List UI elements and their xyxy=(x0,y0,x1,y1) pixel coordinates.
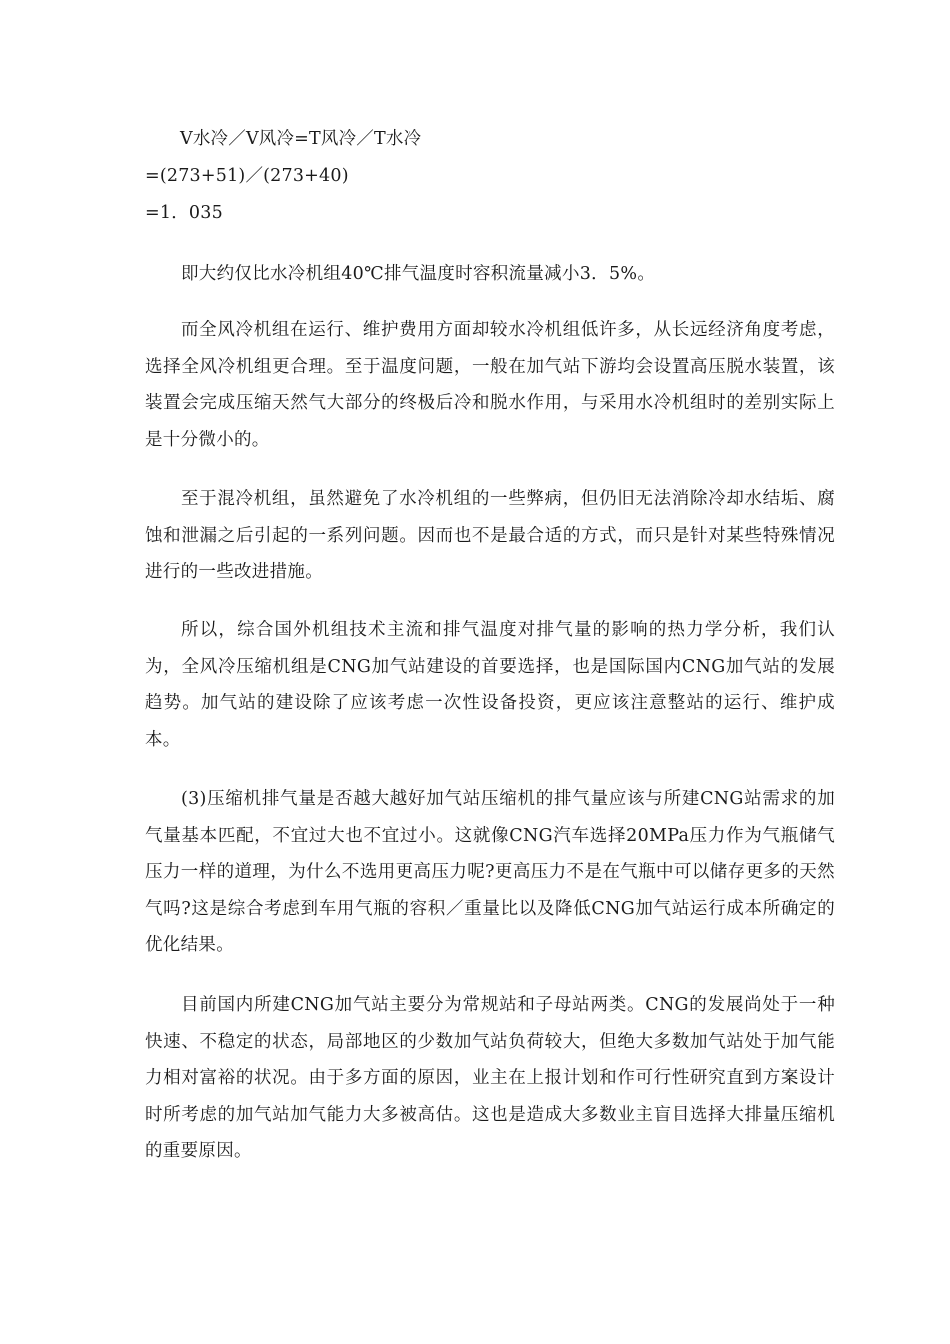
paragraph-1: 即大约仅比水冷机组40℃排气温度时容积流量减小3．5%。 xyxy=(181,264,656,284)
formula-line-1: V水冷／V风冷=T风冷／T水冷 xyxy=(180,129,422,149)
paragraph-6: 目前国内所建CNG加气站主要分为常规站和子母站两类。CNG的发展尚处于一种快速、不稳定的状态，局部地区的少数加气站负荷较大，但绝大多数加气站处于加气能力相对富裕的状况。由于多方面的原因，业主在上报计划和作可行性研究直到方案设计时所考虑的加气站加气能力大多被高估。这也是造成大多数业主盲目选择大排量压缩机的重要原因。 xyxy=(145,995,835,1162)
paragraph-2: 而全风冷机组在运行、维护费用方面却较水冷机组低许多，从长远经济角度考虑，选择全风冷机组更合理。至于温度问题，一般在加气站下游均会设置高压脱水装置，该装置会完成压缩天然气大部分的终极后冷和脱水作用，与采用水冷机组时的差别实际上是十分微小的。 xyxy=(145,320,835,450)
formula-line-3: =1．035 xyxy=(145,203,223,223)
paragraph-4: 所以，综合国外机组技术主流和排气温度对排气量的影响的热力学分析，我们认为，全风冷压缩机组是CNG加气站建设的首要选择，也是国际国内CNG加气站的发展趋势。加气站的建设除了应该考虑一次性设备投资，更应该注意整站的运行、维护成本。 xyxy=(145,620,835,750)
paragraph-5: (3)压缩机排气量是否越大越好加气站压缩机的排气量应该与所建CNG站需求的加气量基本匹配，不宜过大也不宜过小。这就像CNG汽车选择20MPa压力作为气瓶储气压力一样的道理，为什么不选用更高压力呢?更高压力不是在气瓶中可以储存更多的天然气吗?这是综合考虑到车用气瓶的容积／重量比以及降低CNG加气站运行成本所确定的优化结果。 xyxy=(145,789,835,956)
formula-line-2: =(273+51)／(273+40) xyxy=(145,166,349,186)
paragraph-3: 至于混冷机组，虽然避免了水冷机组的一些弊病，但仍旧无法消除冷却水结垢、腐蚀和泄漏之后引起的一系列问题。因而也不是最合适的方式，而只是针对某些特殊情况进行的一些改进措施。 xyxy=(145,489,835,583)
